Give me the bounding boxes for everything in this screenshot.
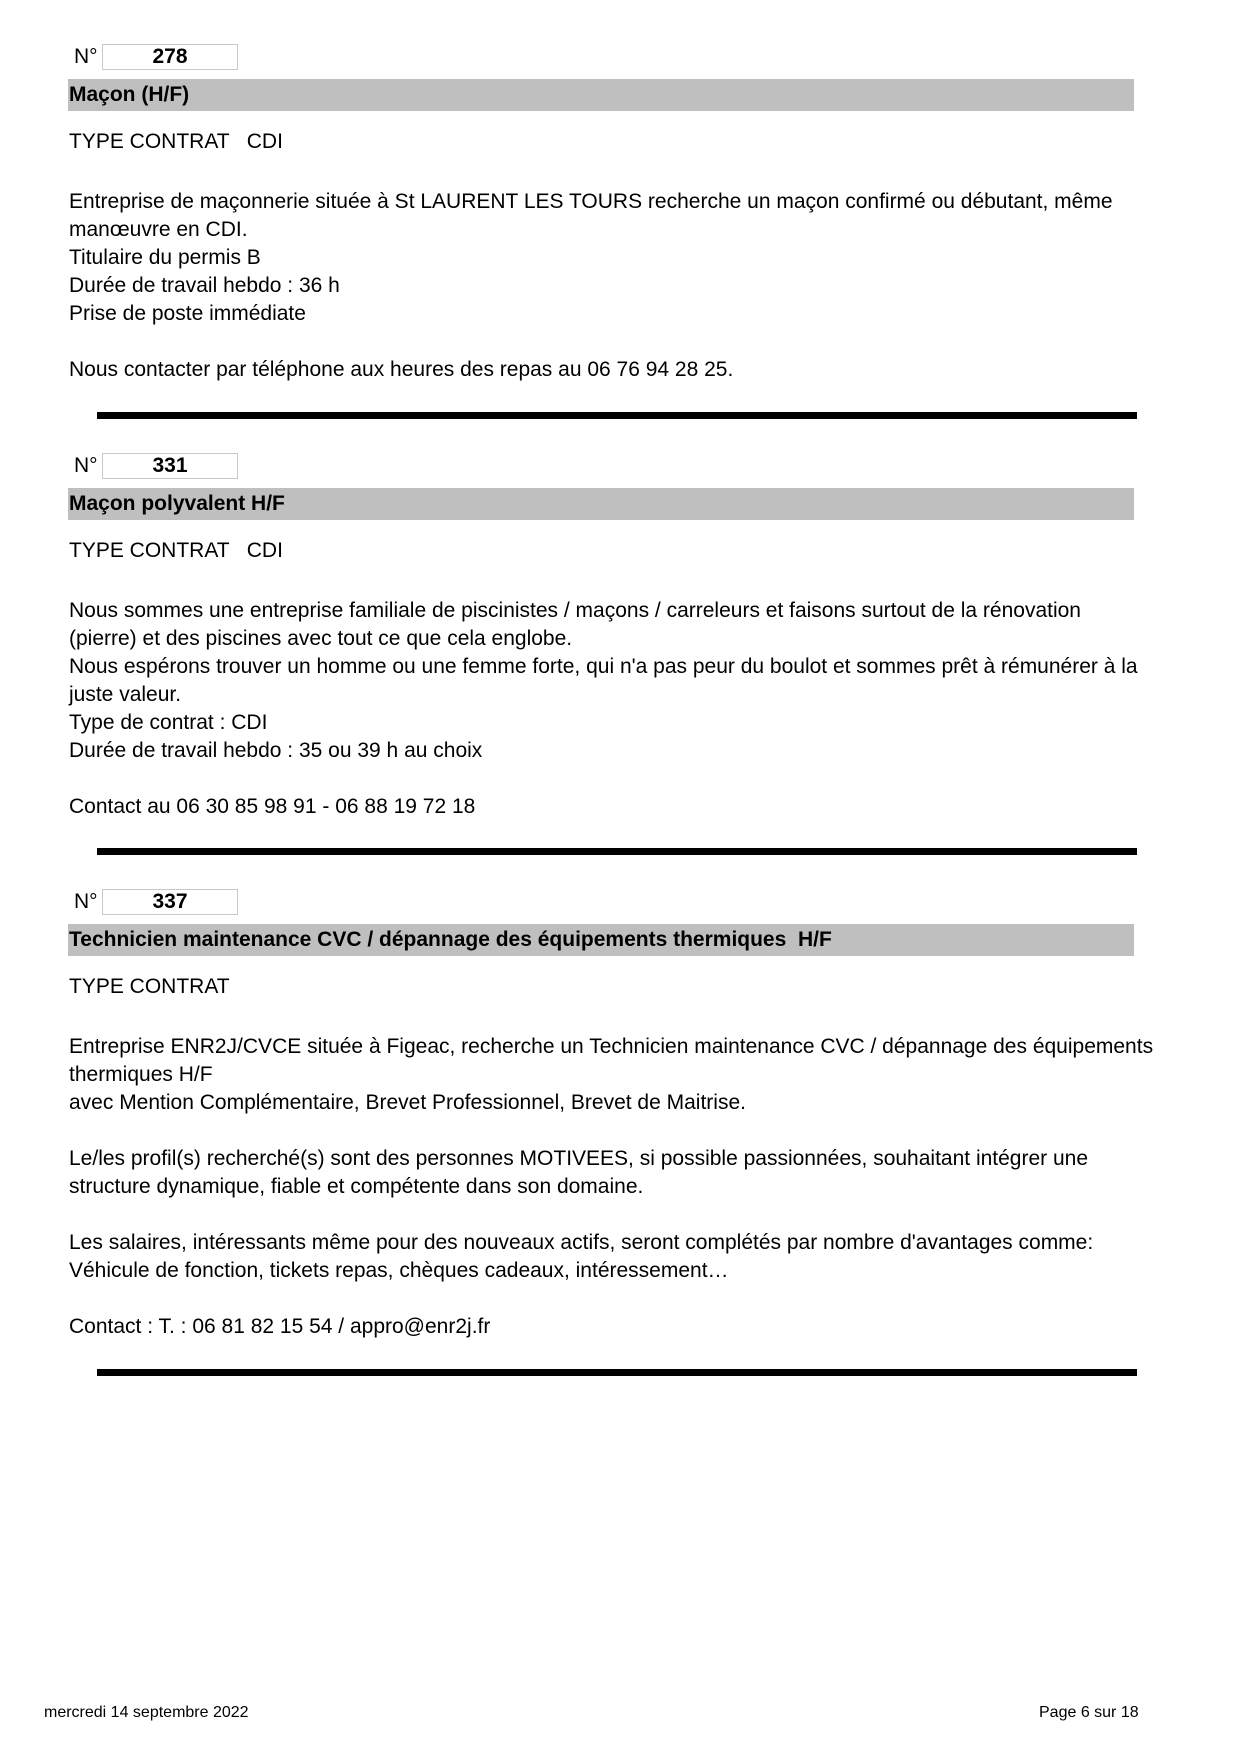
number-label: N° bbox=[74, 890, 98, 913]
number-label: N° bbox=[74, 45, 98, 68]
separator bbox=[97, 848, 1137, 855]
contract-type: TYPE CONTRAT bbox=[69, 975, 230, 998]
number-label: N° bbox=[74, 454, 98, 477]
contract-type: TYPE CONTRAT CDI bbox=[69, 539, 283, 562]
footer-page-number: Page 6 sur 18 bbox=[1039, 1704, 1139, 1721]
offer-title: Maçon polyvalent H/F bbox=[68, 488, 1134, 520]
description-line: avec Mention Complémentaire, Brevet Professionnel, Brevet de Maitrise. bbox=[69, 1091, 746, 1114]
footer-date: mercredi 14 septembre 2022 bbox=[44, 1704, 249, 1721]
separator bbox=[97, 412, 1137, 419]
description-line: Entreprise de maçonnerie située à St LAURENT LES TOURS recherche un maçon confirmé ou débutant, même bbox=[69, 190, 1113, 213]
description-line: Durée de travail hebdo : 36 h bbox=[69, 274, 340, 297]
description-line: Titulaire du permis B bbox=[69, 246, 261, 269]
contact-line: Nous contacter par téléphone aux heures des repas au 06 76 94 28 25. bbox=[69, 358, 734, 381]
offer-number-row bbox=[74, 452, 238, 480]
offer-title: Maçon (H/F) bbox=[68, 79, 1134, 111]
description-line: Le/les profil(s) recherché(s) sont des personnes MOTIVEES, si possible passionnées, souhaitant intégrer une bbox=[69, 1147, 1089, 1170]
contact-line: Contact au 06 30 85 98 91 - 06 88 19 72 18 bbox=[69, 795, 476, 818]
offer-number-row bbox=[74, 43, 238, 71]
description-line: Véhicule de fonction, tickets repas, chèques cadeaux, intéressement… bbox=[69, 1259, 729, 1282]
description-line: Durée de travail hebdo : 35 ou 39 h au choix bbox=[69, 739, 483, 762]
offer-number: 337 bbox=[102, 889, 238, 915]
separator bbox=[97, 1369, 1137, 1376]
description-line: Nous espérons trouver un homme ou une femme forte, qui n'a pas peur du boulot et sommes prêt à rémunérer à la bbox=[69, 655, 1138, 678]
contact-line: Contact : T. : 06 81 82 15 54 / appro@enr2j.fr bbox=[69, 1315, 491, 1338]
description-line: juste valeur. bbox=[69, 683, 182, 706]
offer-number-row bbox=[74, 888, 238, 916]
description-line: structure dynamique, fiable et compétente dans son domaine. bbox=[69, 1175, 644, 1198]
description-line: Entreprise ENR2J/CVCE située à Figeac, recherche un Technicien maintenance CVC / dépannage des équipements bbox=[69, 1035, 1154, 1058]
description-line: Nous sommes une entreprise familiale de piscinistes / maçons / carreleurs et faisons surtout de la rénovation bbox=[69, 599, 1081, 622]
offer-number: 278 bbox=[102, 44, 238, 70]
description-line: Prise de poste immédiate bbox=[69, 302, 306, 325]
description-line: Type de contrat : CDI bbox=[69, 711, 268, 734]
offer-description bbox=[69, 1033, 1169, 1341]
description-line: manœuvre en CDI. bbox=[69, 218, 248, 241]
offer-number: 331 bbox=[102, 453, 238, 479]
offer-description bbox=[69, 188, 1169, 384]
offer-title: Technicien maintenance CVC / dépannage des équipements thermiques H/F bbox=[68, 924, 1134, 956]
description-line: thermiques H/F bbox=[69, 1063, 213, 1086]
offer-description bbox=[69, 597, 1169, 821]
description-line: Les salaires, intéressants même pour des nouveaux actifs, seront complétés par nombre d'avantages comme: bbox=[69, 1231, 1094, 1254]
contract-type: TYPE CONTRAT CDI bbox=[69, 130, 283, 153]
description-line: (pierre) et des piscines avec tout ce que cela englobe. bbox=[69, 627, 573, 650]
